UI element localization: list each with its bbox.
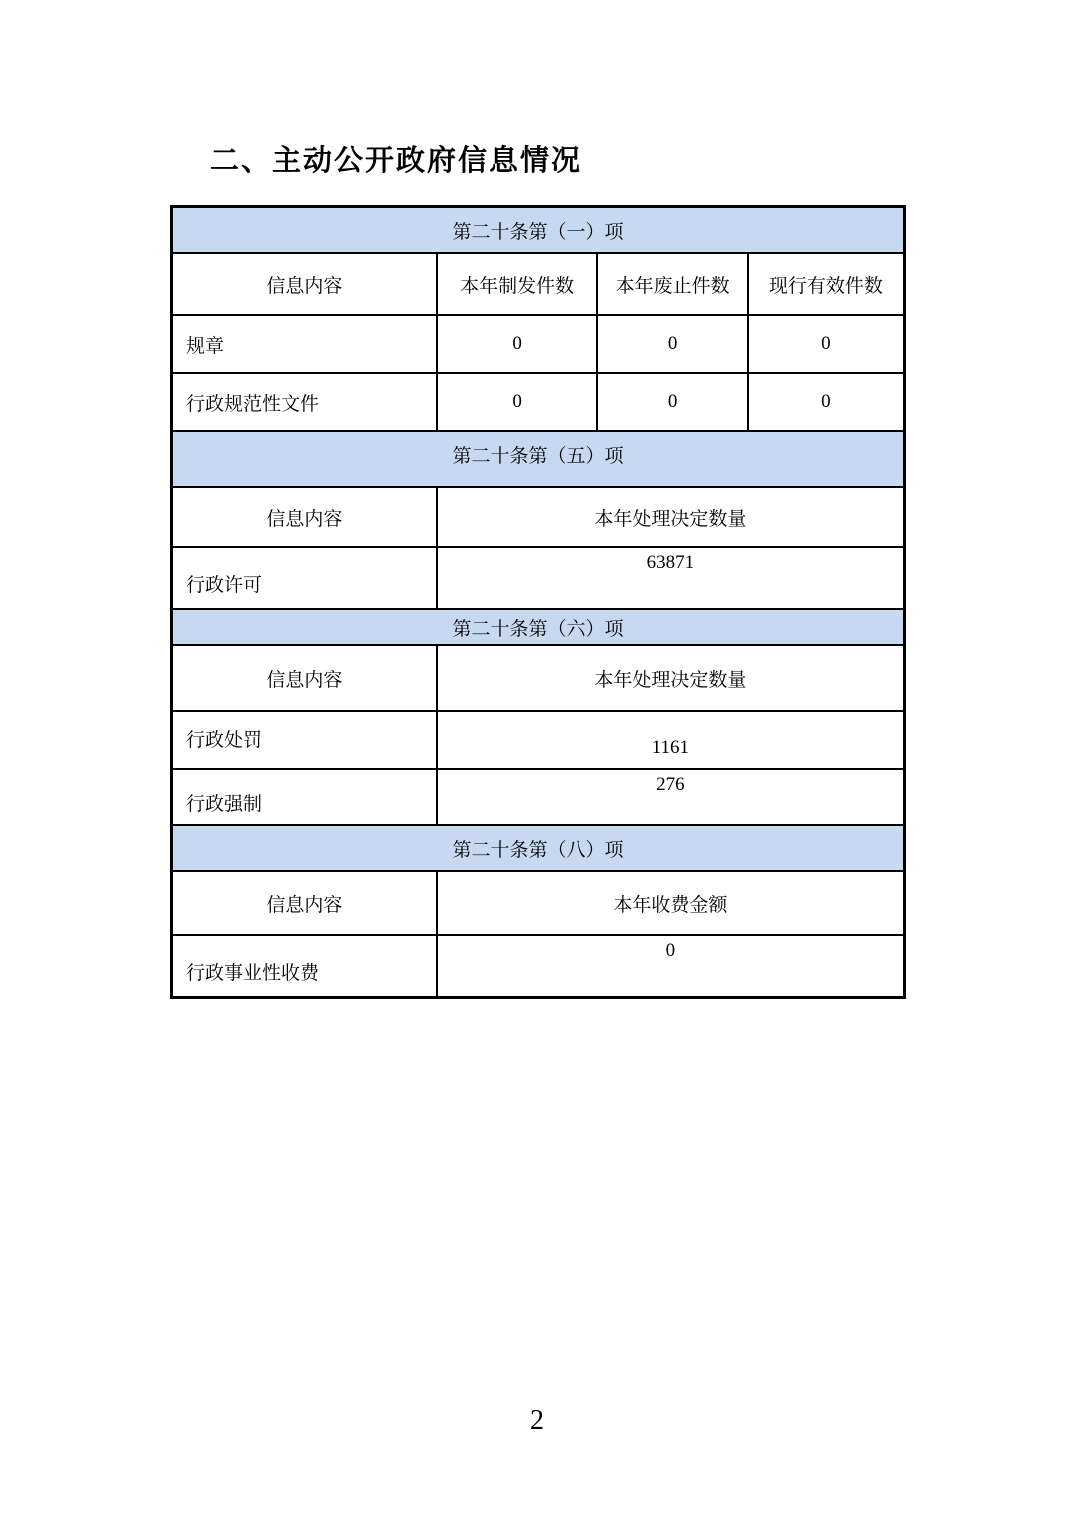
cell-value: 0 (596, 316, 746, 372)
table-row (173, 314, 903, 372)
column-header: 本年处理决定数量 (436, 488, 903, 546)
cell-value: 0 (436, 374, 597, 430)
row-label: 行政许可 (186, 574, 263, 596)
column-header: 信息内容 (266, 508, 343, 530)
page-title: 二、主动公开政府信息情况 (210, 145, 583, 177)
cell-value: 0 (436, 936, 903, 996)
column-header: 信息内容 (266, 275, 343, 297)
page-number: 2 (530, 1405, 544, 1436)
table-row (173, 768, 903, 824)
column-header-row-1 (173, 252, 903, 314)
section-header-4: 第二十条第（八）项 (173, 826, 903, 870)
row-label: 行政处罚 (186, 730, 263, 751)
column-header-row-2 (173, 486, 903, 546)
cell-value: 0 (747, 316, 903, 372)
section-header-3: 第二十条第（六）项 (173, 610, 903, 644)
table-row (173, 710, 903, 768)
section-header-1: 第二十条第（一）项 (173, 208, 903, 252)
column-header: 信息内容 (266, 669, 343, 691)
cell-value: 0 (436, 316, 597, 372)
column-header: 本年废止件数 (596, 254, 746, 314)
column-header: 本年制发件数 (436, 254, 597, 314)
table-row (173, 372, 903, 430)
table-row (173, 546, 903, 608)
table-row (173, 934, 903, 996)
column-header-row-4 (173, 870, 903, 934)
cell-value: 0 (747, 374, 903, 430)
section-header-row-1 (173, 208, 903, 252)
row-label: 行政事业性收费 (186, 962, 320, 984)
column-header-row-3 (173, 644, 903, 710)
row-label: 行政规范性文件 (186, 393, 320, 415)
column-header: 现行有效件数 (747, 254, 903, 314)
row-label: 行政强制 (186, 793, 263, 815)
column-header: 信息内容 (266, 894, 343, 916)
section-header-row-4 (173, 824, 903, 870)
disclosure-table (170, 205, 906, 999)
column-header: 本年收费金额 (436, 872, 903, 934)
row-label: 规章 (186, 335, 225, 357)
column-header: 本年处理决定数量 (436, 646, 903, 710)
section-header-row-3 (173, 608, 903, 644)
section-header-2: 第二十条第（五）项 (173, 432, 903, 486)
cell-value: 0 (596, 374, 746, 430)
cell-value: 1161 (436, 712, 903, 768)
section-header-row-2 (173, 430, 903, 486)
cell-value: 63871 (436, 548, 903, 608)
cell-value: 276 (436, 770, 903, 824)
